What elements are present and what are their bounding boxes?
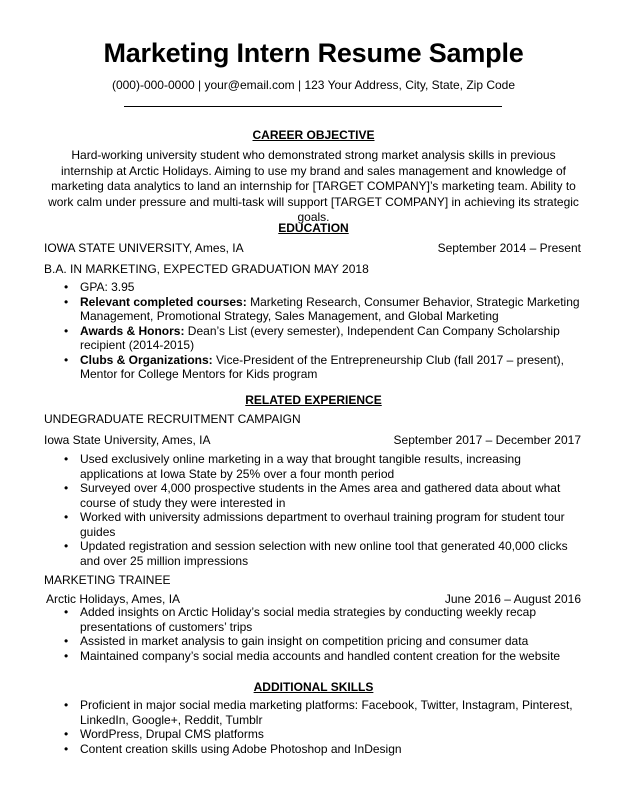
job-title: MARKETING TRAINEE bbox=[44, 573, 171, 587]
job-title: UNDEGRADUATE RECRUITMENT CAMPAIGN bbox=[44, 412, 301, 426]
experience-heading: RELATED EXPERIENCE bbox=[245, 393, 382, 407]
job-dates: June 2016 – August 2016 bbox=[444, 592, 581, 606]
list-item: • Awards & Honors: Dean’s List (every semester), Independent Can Company Scholarship recipient (2014-2015) bbox=[64, 323, 560, 352]
job-org-row bbox=[46, 592, 581, 606]
job-org-row bbox=[44, 433, 581, 447]
list-item: • GPA: 3.95 bbox=[64, 280, 135, 294]
skills-heading: ADDITIONAL SKILLS bbox=[253, 680, 374, 694]
job-org: Iowa State University, Ames, IA bbox=[44, 433, 211, 447]
list-item: • Updated registration and session selection with new online tool that generated 40,000 clicks and over 25 million impressions bbox=[64, 539, 568, 568]
list-item: • Surveyed over 4,000 prospective students in the Ames area and gathered data about what course of study they were interested in bbox=[64, 481, 561, 510]
list-item: • Worked with university admissions department to overhaul training program for student tour guides bbox=[64, 510, 565, 539]
education-degree: B.A. IN MARKETING, EXPECTED GRADUATION MAY 2018 bbox=[44, 262, 369, 276]
page-title: Marketing Intern Resume Sample bbox=[103, 38, 524, 68]
list-item: • Maintained company’s social media accounts and handled content creation for the website bbox=[64, 648, 561, 663]
job-org: Arctic Holidays, Ames, IA bbox=[46, 592, 181, 606]
education-heading: EDUCATION bbox=[278, 221, 349, 235]
job-bullets bbox=[64, 452, 584, 568]
list-item: • Relevant completed courses: Marketing Research, Consumer Behavior, Strategic Marketing Management, Promotional Strategy, Sales Management, and Global Marketing bbox=[64, 294, 580, 323]
header-divider bbox=[124, 106, 502, 107]
education-dates: September 2014 – Present bbox=[437, 241, 581, 255]
objective-heading: CAREER OBJECTIVE bbox=[252, 128, 375, 142]
list-item: • WordPress, Drupal CMS platforms bbox=[64, 727, 264, 741]
education-school-row bbox=[44, 241, 581, 255]
contact-line: (000)-000-0000 | your@email.com | 123 Your Address, City, State, Zip Code bbox=[111, 78, 516, 92]
list-item: • Used exclusively online marketing in a way that brought tangible results, increasing applications at Iowa State by 25% over a four month period bbox=[64, 452, 521, 481]
list-item: • Assisted in market analysis to gain insight on competition pricing and consumer data bbox=[64, 634, 529, 648]
education-school: IOWA STATE UNIVERSITY, Ames, IA bbox=[44, 241, 244, 255]
job-bullets bbox=[64, 605, 584, 663]
skills-bullets bbox=[64, 698, 584, 756]
list-item: • Content creation skills using Adobe Photoshop and InDesign bbox=[64, 741, 402, 756]
list-item: • Added insights on Arctic Holiday’s social media strategies by conducting weekly recap presentations of customers’ trips bbox=[64, 605, 537, 634]
objective-text: Hard-working university student who demonstrated strong market analysis skills in previous internship at Arctic Holidays. Aiming to use my brand and sales management and knowledge of marketing data analytics to land an internship for [TARGET COMPANY]’s marketing team. Ability to work calm under pressure and multi-task will support [TARGET COMPANY] in achieving its strategic goals. bbox=[48, 148, 579, 224]
education-bullets bbox=[64, 280, 584, 382]
list-item: • Proficient in major social media marketing platforms: Facebook, Twitter, Instagram, Pinterest, LinkedIn, Google+, Reddit, Tumblr bbox=[64, 698, 573, 727]
list-item: • Clubs & Organizations: Vice-President of the Entrepreneurship Club (fall 2017 – present), Mentor for College Mentors for Kids program bbox=[64, 352, 564, 381]
job-dates: September 2017 – December 2017 bbox=[393, 433, 581, 447]
